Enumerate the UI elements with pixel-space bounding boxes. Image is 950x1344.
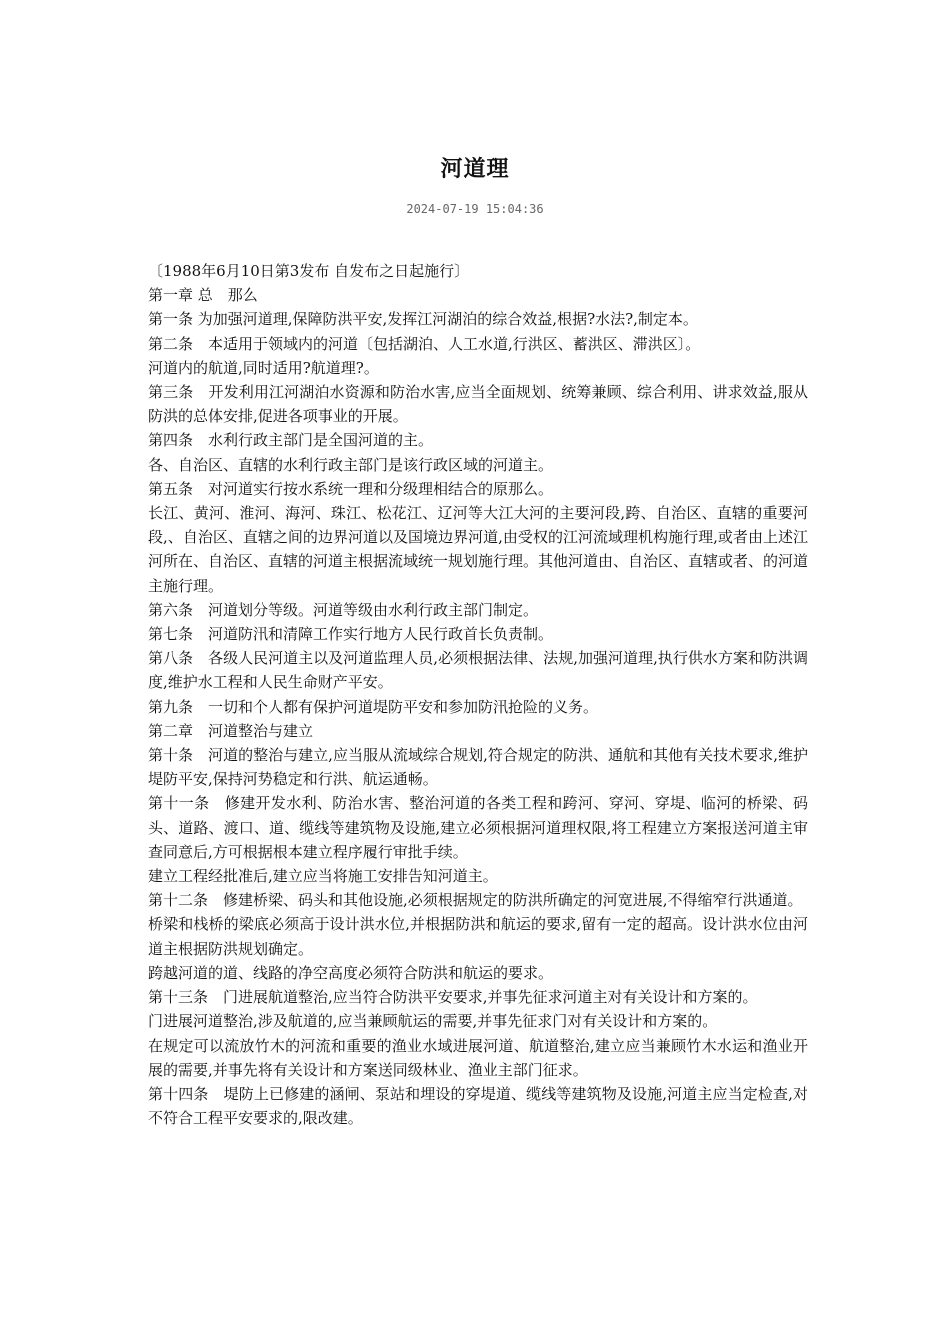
paragraph: 桥梁和栈桥的梁底必须高于设计洪水位,并根据防洪和航运的要求,留有一定的超高。设计洪水位由河道主根据防洪规划确定。	[148, 915, 808, 958]
publish-timestamp: 2024-07-19 15:04:36	[406, 202, 544, 216]
paragraph: 第八条 各级人民河道主以及河道监理人员,必须根据法律、法规,加强河道理,执行供水方案和防洪调度,维护水工程和人民生命财产平安。	[148, 649, 808, 692]
paragraph: 河道内的航道,同时适用?航道理?。	[148, 358, 379, 377]
paragraph: 第五条 对河道实行按水系统一理和分级理相结合的原那么。	[148, 479, 554, 498]
paragraph: 第十条 河道的整治与建立,应当服从流域综合规划,符合规定的防洪、通航和其他有关技术要求,维护堤防平安,保持河势稳定和行洪、航运通畅。	[148, 746, 808, 789]
paragraph: 第十四条 堤防上已修建的涵闸、泵站和埋设的穿堤道、缆线等建筑物及设施,河道主应当定检查,对不符合工程平安要求的,限改建。	[148, 1084, 808, 1128]
paragraph: 门进展河道整治,涉及航道的,应当兼顾航运的需要,并事先征求门对有关设计和方案的。	[148, 1012, 718, 1031]
paragraph: 第十一条 修建开发水利、防治水害、整治河道的各类工程和跨河、穿河、穿堤、临河的桥梁、码头、道路、渡口、道、缆线等建筑物及设施,建立必须根据河道理权限,将工程建立方案报送河道主审查同意后,方可根据根本建立程序履行审批手续。	[148, 794, 808, 861]
paragraph: 第七条 河道防汛和清障工作实行地方人民行政首长负责制。	[148, 625, 554, 644]
chapter-heading: 第二章 河道整治与建立	[148, 721, 314, 740]
paragraph: 各、自治区、直辖的水利行政主部门是该行政区域的河道主。	[148, 455, 554, 474]
chapter-heading: 第一章 总 那么	[148, 286, 258, 305]
paragraph: 第一条 为加强河道理,保障防洪平安,发挥江河湖泊的综合效益,根据?水法?,制定本。	[148, 310, 698, 329]
paragraph: 第二条 本适用于领域内的河道〔包括湖泊、人工水道,行洪区、蓄洪区、滞洪区〕。	[148, 334, 701, 353]
paragraph: 第六条 河道划分等级。河道等级由水利行政主部门制定。	[148, 600, 539, 619]
paragraph: 建立工程经批准后,建立应当将施工安排告知河道主。	[148, 867, 498, 886]
paragraph: 在规定可以流放竹木的河流和重要的渔业水域进展河道、航道整治,建立应当兼顾竹木水运和渔业开展的需要,并事先将有关设计和方案送同级林业、渔业主部门征求。	[148, 1036, 808, 1079]
paragraph: 跨越河道的道、线路的净空高度必须符合防洪和航运的要求。	[148, 963, 554, 982]
document-title: 河道理	[440, 157, 510, 182]
paragraph: 〔1988年6月10日第3发布 自发布之日起施行〕	[148, 262, 470, 280]
paragraph: 第三条 开发利用江河湖泊水资源和防治水害,应当全面规划、统筹兼顾、综合利用、讲求效益,服从防洪的总体安排,促进各项事业的开展。	[148, 383, 808, 426]
paragraph: 第九条 一切和个人都有保护河道堤防平安和参加防汛抢险的义务。	[148, 697, 599, 716]
paragraph: 第四条 水利行政主部门是全国河道的主。	[148, 431, 434, 450]
paragraph: 长江、黄河、淮河、海河、珠江、松花江、辽河等大江大河的主要河段,跨、自治区、直辖的重要河段,、自治区、直辖之间的边界河道以及国境边界河道,由受权的江河流域理机构施行理,或者由上述江河所在、自治区、直辖的河道主根据流域统一规划施行理。其他河道由、自治区、直辖或者、的河道主施行理。	[148, 504, 809, 595]
paragraph: 第十二条 修建桥梁、码头和其他设施,必须根据规定的防洪所确定的河宽进展,不得缩窄行洪通道。	[148, 891, 803, 910]
document-body	[148, 259, 808, 1130]
paragraph: 第十三条 门进展航道整治,应当符合防洪平安要求,并事先征求河道主对有关设计和方案的。	[148, 988, 758, 1007]
